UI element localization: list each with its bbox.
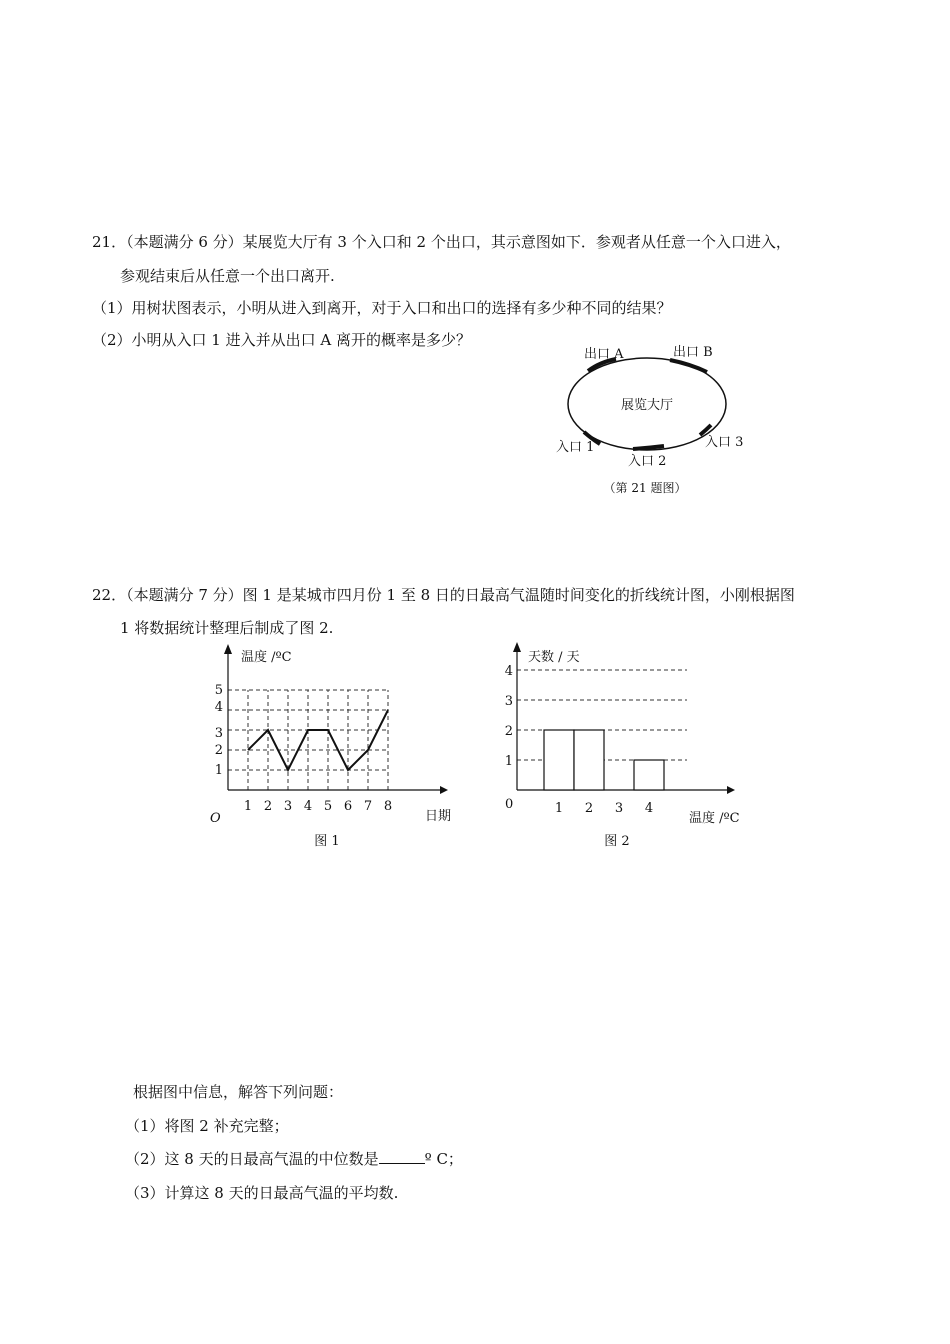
fig2-bar: [544, 730, 574, 790]
q21-line1: 21．（本题满分 6 分）某展览大厅有 3 个入口和 2 个出口，其示意图如下．参观者从任意一个入口进入，: [92, 233, 791, 251]
entry1-label: 入口 1: [556, 440, 595, 455]
fig2-y-label: 天数 / 天: [528, 650, 580, 665]
fig1-grid: [228, 690, 388, 790]
fig1-x-ticks: [244, 799, 392, 814]
exit-a-label: 出口 A: [584, 347, 624, 362]
fig1-x-tick: 8: [383, 799, 393, 814]
fig2-y-tick: 1: [504, 754, 513, 769]
fig1-x-tick: 1: [243, 799, 253, 814]
fig2-x-tick: 1: [554, 801, 564, 816]
fig1-x-tick: 5: [323, 799, 333, 814]
figure21-caption: （第 21 题图）: [603, 481, 687, 495]
q22-intro: 根据图中信息，解答下列问题：: [133, 1083, 344, 1101]
fig2-x-ticks: [555, 801, 653, 816]
fig2-x-tick: 4: [644, 801, 654, 816]
fig2-x-label: 温度 /ºC: [689, 811, 740, 826]
fig2-y-ticks: [505, 664, 513, 769]
fig2-x-tick: 3: [614, 801, 624, 816]
q22-part2: [125, 1149, 463, 1169]
hall-label: 展览大厅: [620, 398, 674, 413]
fig1-y-tick: 3: [214, 726, 223, 741]
fig1-x-label: 日期: [425, 809, 452, 824]
fig1-x-tick: 4: [303, 799, 313, 814]
exit-b-label: 出口 B: [673, 345, 713, 360]
figure1-line-chart: [200, 640, 470, 855]
exit-b-mark: [670, 360, 707, 372]
fig1-series-line: [248, 710, 388, 770]
fig2-y-arrow: [513, 642, 521, 652]
fig2-bars: [544, 730, 664, 790]
entry3-mark: [700, 425, 711, 435]
q21-part2: （2）小明从入口 1 进入并从出口 A 离开的概率是多少？: [92, 331, 471, 349]
fig1-y-arrow: [224, 644, 232, 654]
q21-line2: 参观结束后从任意一个出口离开.: [120, 267, 335, 285]
fig1-x-tick: 3: [283, 799, 293, 814]
q22-line2: 1 将数据统计整理后制成了图 2.: [120, 619, 334, 637]
q22-line1: 22．（本题满分 7 分）图 1 是某城市四月份 1 至 8 日的日最高气温随时间变化的折线统计图，小刚根据图: [92, 586, 795, 604]
fig2-origin: 0: [505, 797, 514, 812]
fig2-title: 图 2: [604, 834, 630, 849]
fig1-x-arrow: [440, 786, 448, 794]
answer-blank[interactable]: [379, 1149, 425, 1164]
fig1-title: 图 1: [314, 834, 340, 849]
fig1-origin: O: [210, 811, 221, 826]
fig2-y-tick: 2: [504, 724, 513, 739]
fig1-y-tick: 4: [214, 700, 223, 715]
q22-part2-unit: º C；: [424, 1150, 463, 1168]
fig1-y-tick: 1: [214, 763, 223, 778]
fig2-y-tick: 3: [504, 694, 513, 709]
entry2-label: 入口 2: [628, 454, 667, 469]
q22-part2-text: （2）这 8 天的日最高气温的中位数是: [125, 1150, 379, 1168]
fig1-y-tick: 2: [214, 743, 223, 758]
figure2-bar-chart: [495, 640, 760, 855]
exhibition-hall-diagram: [540, 338, 770, 503]
fig1-y-ticks: [215, 683, 223, 778]
fig1-y-tick: 5: [214, 683, 223, 698]
entry2-mark: [633, 446, 664, 449]
fig2-bar: [634, 760, 664, 790]
q21-part1: （1）用树状图表示，小明从进入到离开，对于入口和出口的选择有多少种不同的结果？: [92, 299, 672, 317]
fig2-bar: [574, 730, 604, 790]
fig1-y-label: 温度 /ºC: [241, 650, 292, 665]
fig2-y-tick: 4: [504, 664, 513, 679]
fig1-x-tick: 2: [263, 799, 273, 814]
fig1-x-tick: 7: [363, 799, 373, 814]
q22-part3: （3）计算这 8 天的日最高气温的平均数.: [125, 1184, 399, 1202]
entry3-label: 入口 3: [705, 435, 744, 450]
q22-part1: （1）将图 2 补充完整；: [125, 1117, 289, 1135]
fig1-x-tick: 6: [343, 799, 353, 814]
fig2-x-arrow: [727, 786, 735, 794]
fig2-x-tick: 2: [584, 801, 594, 816]
